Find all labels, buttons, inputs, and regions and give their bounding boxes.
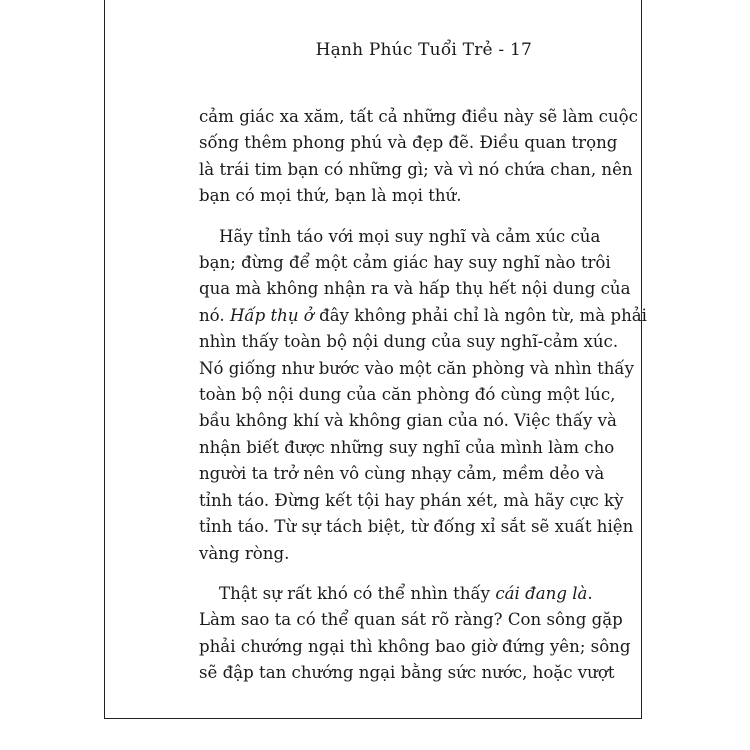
text-line: cảm giác xa xăm, tất cả những điều này sẽ làm cuộc: [199, 107, 638, 126]
text-fragment: đây không phải chỉ là ngôn từ, mà phải: [313, 305, 647, 325]
text-line: Hãy tỉnh táo với mọi suy nghĩ và cảm xúc của: [219, 226, 601, 246]
text-line-with-italic: [199, 303, 647, 329]
italic-phrase: Hấp thụ ở: [229, 305, 314, 325]
text-line: Nó giống như bước vào một căn phòng và nhìn thấy: [199, 358, 634, 378]
text-line: bầu không khí và không gian của nó. Việc thấy và: [199, 411, 617, 431]
paragraph-2: [199, 224, 647, 567]
text-line: tỉnh táo. Đừng kết tội hay phán xét, mà hãy cực kỳ: [199, 490, 624, 510]
paragraph-1: [199, 104, 638, 210]
text-line: nhận biết được những suy nghĩ của mình làm cho: [199, 437, 615, 457]
text-fragment: nó.: [199, 305, 230, 325]
text-fragment: Thật sự rất khó có thể nhìn thấy: [219, 583, 496, 603]
text-line: sống thêm phong phú và đẹp đẽ. Điều quan trọng: [199, 133, 618, 153]
body-text: [199, 104, 647, 701]
running-header: Hạnh Phúc Tuổi Trẻ - 17: [315, 40, 532, 60]
text-line: bạn có mọi thứ, bạn là mọi thứ.: [199, 186, 462, 206]
italic-phrase: cái đang là: [495, 583, 588, 603]
text-line-with-italic: [199, 581, 593, 607]
text-line: là trái tim bạn có những gì; và vì nó chứa chan, nên: [199, 159, 633, 179]
text-line: qua mà không nhận ra và hấp thụ hết nội dung của: [199, 279, 631, 299]
text-line: bạn; đừng để một cảm giác hay suy nghĩ nào trôi: [199, 253, 611, 273]
text-line: nhìn thấy toàn bộ nội dung của suy nghĩ-cảm xúc.: [199, 332, 619, 352]
text-line: tỉnh táo. Từ sự tách biệt, từ đống xỉ sắt sẽ xuất hiện: [199, 517, 634, 537]
text-line: người ta trở nên vô cùng nhạy cảm, mềm dẻo và: [199, 464, 605, 484]
text-line: phải chướng ngại thì không bao giờ đứng yên; sông: [199, 636, 631, 656]
paragraph-3: [199, 581, 631, 687]
text-line: vàng ròng.: [199, 543, 290, 563]
text-line: toàn bộ nội dung của căn phòng đó cùng một lúc,: [199, 385, 616, 405]
text-line: Làm sao ta có thể quan sát rõ ràng? Con sông gặp: [199, 610, 623, 630]
text-line: sẽ đập tan chướng ngại bằng sức nước, hoặc vượt: [199, 663, 615, 683]
text-fragment: .: [587, 583, 593, 603]
